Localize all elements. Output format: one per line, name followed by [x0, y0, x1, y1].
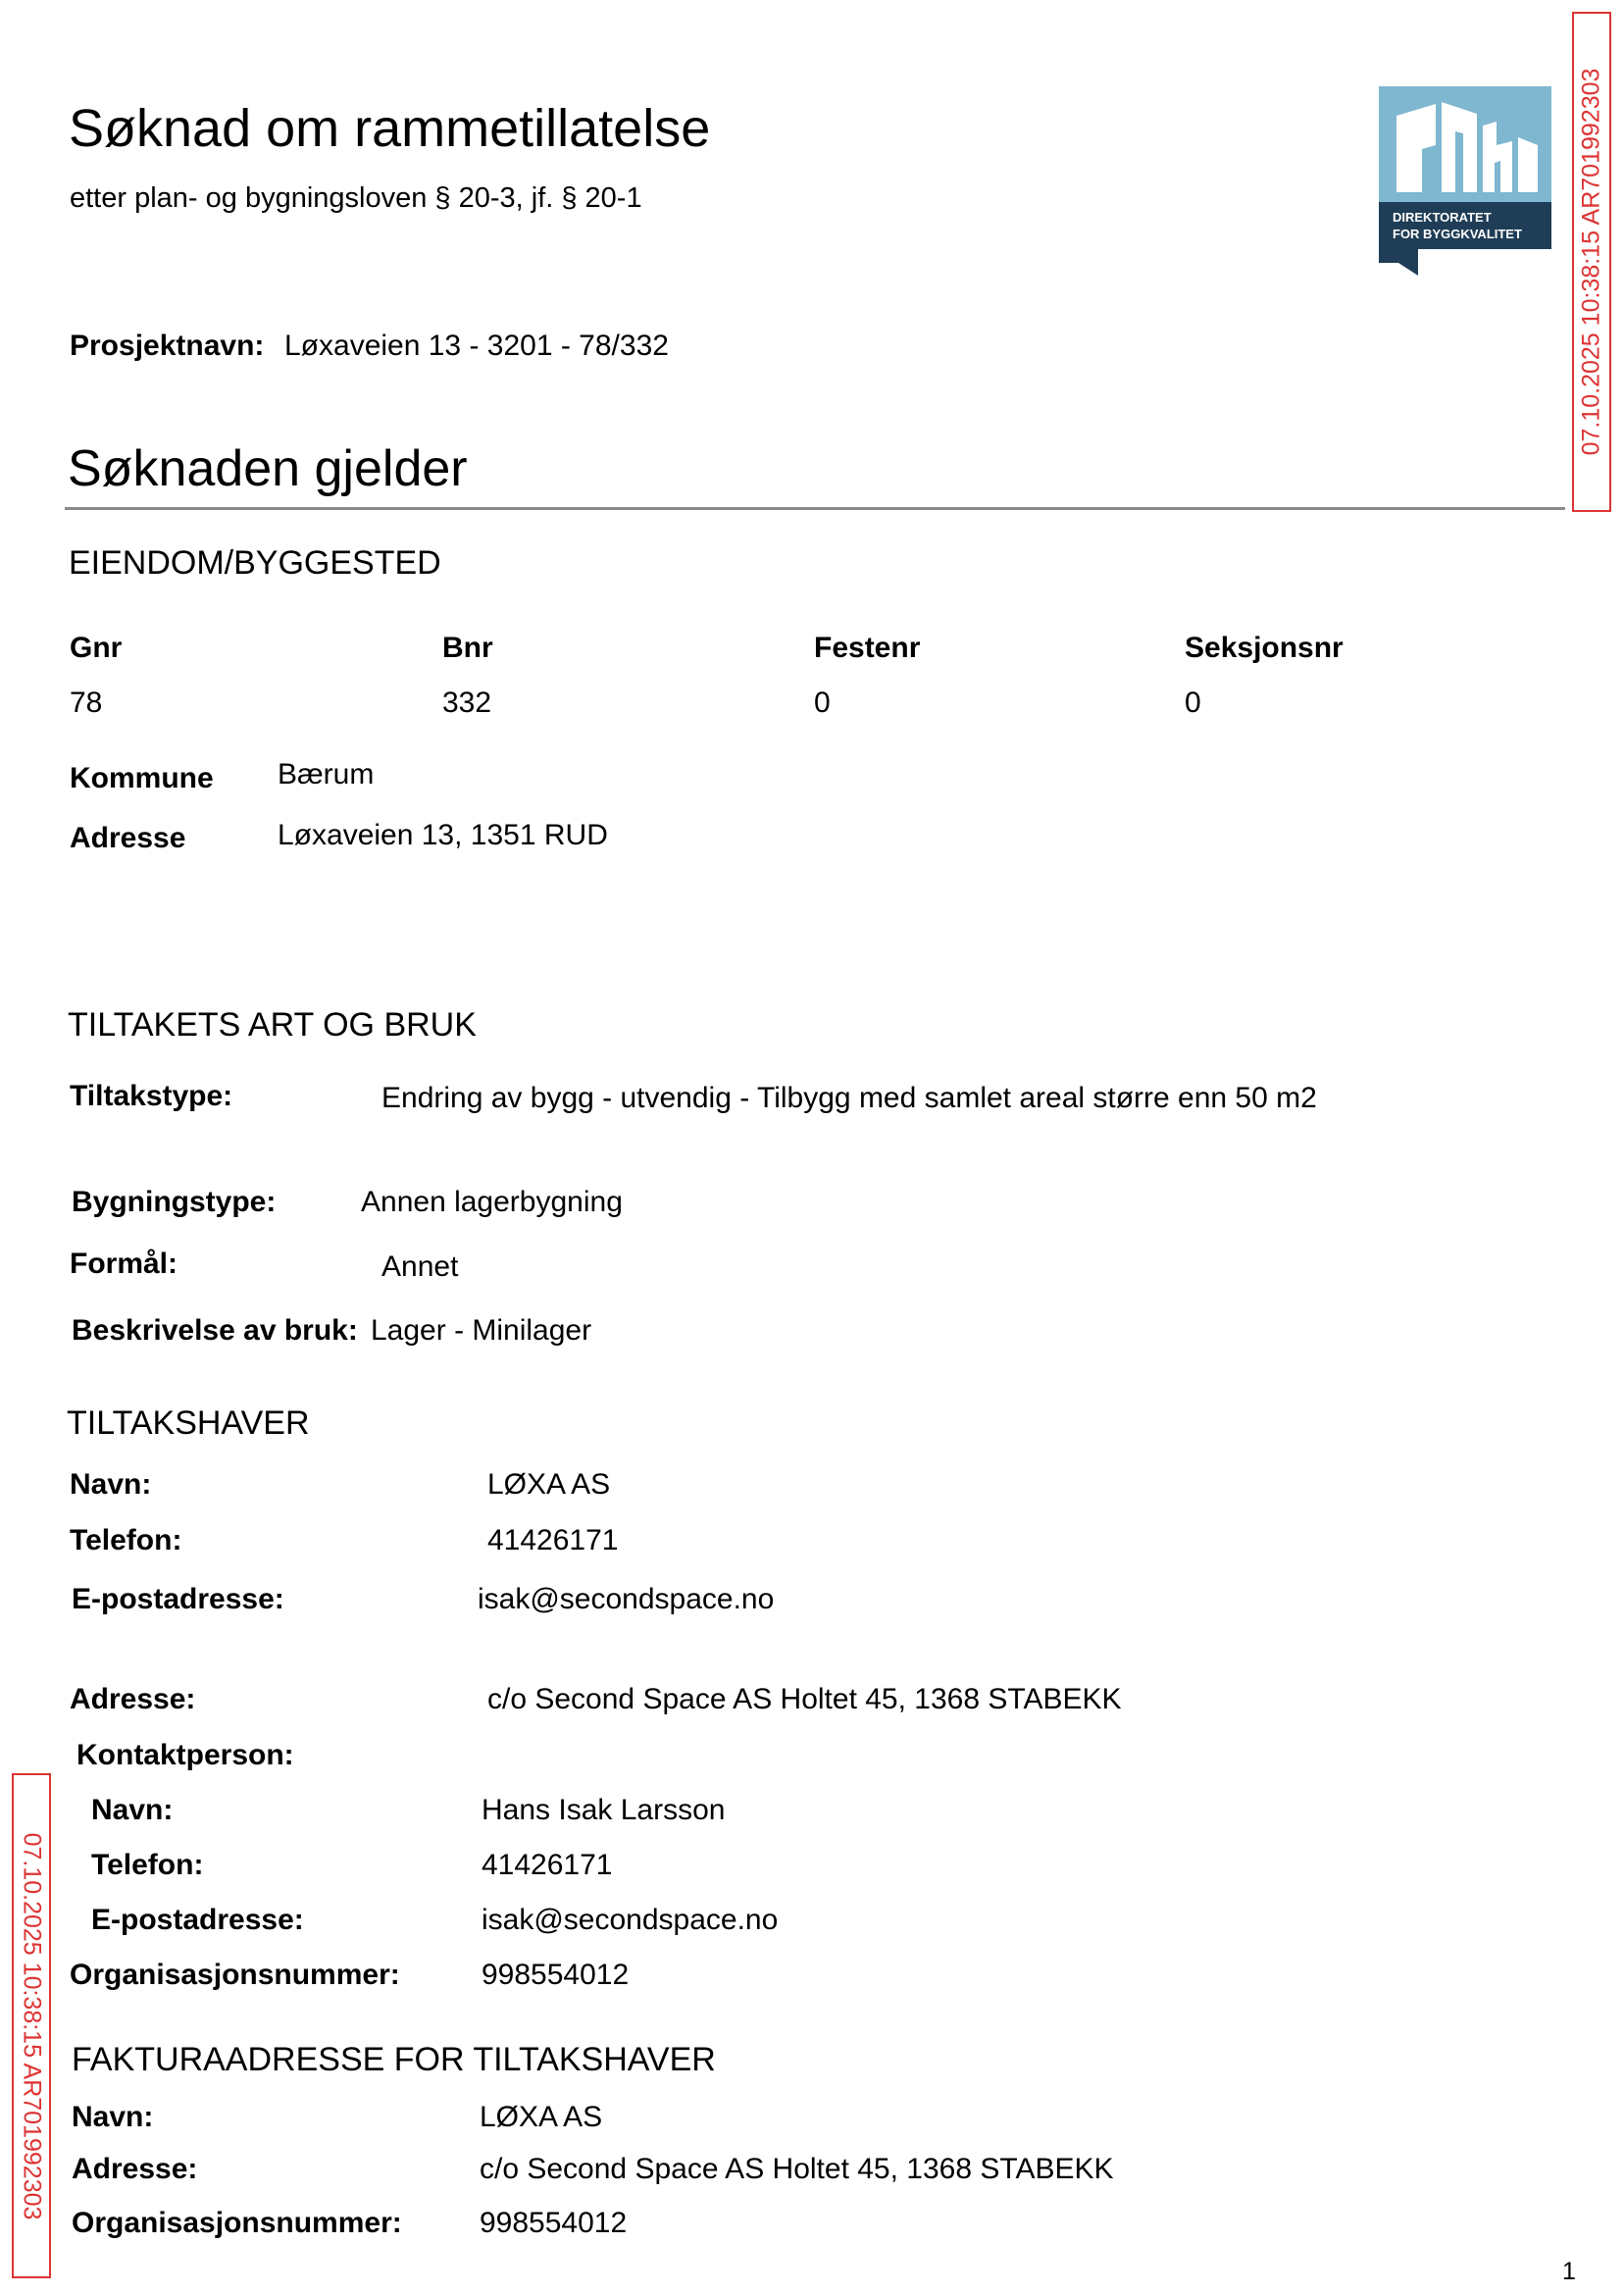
receipt-stamp-left — [12, 1773, 51, 2278]
logo-text-line1: DIREKTORATET — [1393, 210, 1492, 225]
kontakt-navn-label: Navn: — [91, 1794, 174, 1826]
faktura-heading: FAKTURAADRESSE FOR TILTAKSHAVER — [72, 2041, 716, 2078]
formal-value: Annet — [381, 1250, 459, 1283]
receipt-stamp-top — [1572, 12, 1611, 512]
tiltakshaver-telefon-value: 41426171 — [487, 1524, 619, 1556]
festenr-value: 0 — [814, 687, 831, 719]
project-label: Prosjektnavn: — [70, 330, 265, 362]
kontakt-telefon-value: 41426171 — [482, 1849, 613, 1881]
kontakt-navn-value: Hans Isak Larsson — [482, 1794, 726, 1826]
kontakt-epost-value: isak@secondspace.no — [482, 1904, 779, 1936]
receipt-stamp-top-text: 07.10.2025 10:38:15 AR701992303 — [1577, 68, 1605, 456]
kontaktperson-label: Kontaktperson: — [76, 1739, 294, 1771]
tiltakstype-label: Tiltakstype: — [70, 1080, 233, 1112]
section-heading: Søknaden gjelder — [68, 440, 468, 497]
adresse-value: Løxaveien 13, 1351 RUD — [278, 819, 608, 851]
document-title: Søknad om rammetillatelse — [69, 99, 711, 158]
section-divider — [65, 507, 1565, 510]
gnr-value: 78 — [70, 687, 103, 719]
tiltakshaver-adresse-value: c/o Second Space AS Holtet 45, 1368 STABEKK — [487, 1683, 1122, 1715]
seksjonsnr-value: 0 — [1185, 687, 1201, 719]
seksjonsnr-label: Seksjonsnr — [1185, 632, 1344, 664]
dibk-logo — [1379, 86, 1551, 278]
kommune-label: Kommune — [70, 762, 214, 794]
tiltakshaver-orgnr-value: 998554012 — [482, 1959, 630, 1991]
kommune-value: Bærum — [278, 758, 375, 790]
tiltak-heading: TILTAKETS ART OG BRUK — [68, 1006, 477, 1044]
faktura-navn-value: LØXA AS — [480, 2101, 603, 2133]
tiltakshaver-telefon-label: Telefon: — [70, 1524, 182, 1556]
dibk-logo-mark — [1379, 86, 1551, 278]
tiltakstype-value: Endring av bygg - utvendig - Tilbygg med samlet areal større enn 50 m2 — [381, 1082, 1317, 1114]
gnr-label: Gnr — [70, 632, 123, 664]
kontakt-epost-label: E-postadresse: — [91, 1904, 304, 1936]
bnr-label: Bnr — [442, 632, 493, 664]
bygningstype-label: Bygningstype: — [72, 1186, 277, 1218]
logo-text-line2: FOR BYGGKVALITET — [1393, 227, 1522, 241]
tiltakshaver-navn-label: Navn: — [70, 1468, 152, 1501]
adresse-label: Adresse — [70, 822, 186, 854]
beskrivelse-value: Lager - Minilager — [371, 1314, 592, 1347]
kontakt-telefon-label: Telefon: — [91, 1849, 204, 1881]
receipt-stamp-left-text: 07.10.2025 10:38:15 AR701992303 — [18, 1832, 46, 2219]
property-heading: EIENDOM/BYGGESTED — [69, 544, 441, 582]
document-subtitle: etter plan- og bygningsloven § 20-3, jf. § 20-1 — [70, 182, 642, 214]
faktura-adresse-value: c/o Second Space AS Holtet 45, 1368 STABEKK — [480, 2153, 1114, 2185]
tiltakshaver-epost-value: isak@secondspace.no — [478, 1583, 775, 1615]
formal-label: Formål: — [70, 1248, 178, 1280]
faktura-orgnr-value: 998554012 — [480, 2207, 628, 2239]
faktura-navn-label: Navn: — [72, 2101, 154, 2133]
page-number: 1 — [1562, 2258, 1576, 2285]
tiltakshaver-adresse-label: Adresse: — [70, 1683, 196, 1715]
tiltakshaver-navn-value: LØXA AS — [487, 1468, 611, 1501]
bygningstype-value: Annen lagerbygning — [361, 1186, 623, 1218]
project-value: Løxaveien 13 - 3201 - 78/332 — [284, 330, 669, 362]
tiltakshaver-epost-label: E-postadresse: — [72, 1583, 284, 1615]
bnr-value: 332 — [442, 687, 492, 719]
faktura-adresse-label: Adresse: — [72, 2153, 198, 2185]
tiltakshaver-orgnr-label: Organisasjonsnummer: — [70, 1959, 400, 1991]
festenr-label: Festenr — [814, 632, 921, 664]
faktura-orgnr-label: Organisasjonsnummer: — [72, 2207, 402, 2239]
beskrivelse-label: Beskrivelse av bruk: — [72, 1314, 358, 1347]
tiltakshaver-heading: TILTAKSHAVER — [67, 1404, 310, 1442]
